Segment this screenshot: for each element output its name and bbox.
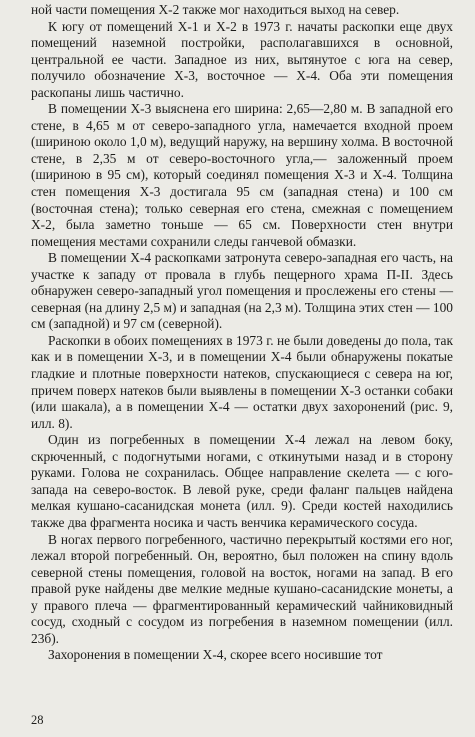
- paragraph-continued: ной части помещения Х-2 также мог находиться выход на север.: [31, 2, 400, 17]
- paragraph: К югу от помещений Х-1 и Х-2 в 1973 г. начаты раскопки еще двух помещений наземной постройки, располагавшихся в основной, центральной ее части. Западное из них, вытянутое с юга на север, получило обозначение Х-3, восточное — Х-4. Оба эти помещения раскопаны лишь частично.: [31, 18, 453, 100]
- paragraph: В помещении Х-3 выяснена его ширина: 2,65—2,80 м. В западной его стене, в 4,65 м от северо-западного угла, намечается входной проем (шириною около 1,0 м), ведущий наружу, на вершину холма. В восточной стене, в 2,35 м от северо-восточного угла,— заложенный проем (шириною в 95 см), который соединял помещения Х-3 и Х-4. Толщина стен помещения Х-3 достигала 95 см (западная стена) и 100 см (восточная стена); только северная его стена, смежная с помещением Х-2, была заметно тоньше — 65 см. Поверхности стен внутри помещения местами сохранили следы ганчевой обмазки.: [31, 101, 453, 249]
- paragraph: Один из погребенных в помещении Х-4 лежал на левом боку, скрюченный, с подогнутыми ногами, с откинутыми назад и в сторону руками. Голова не сохранилась. Общее направление скелета — с юго-запада на северо-восток. В левой руке, среди фаланг пальцев найдена мелкая кушано-сасанидская монета (илл. 9). Среди костей находились также два фрагмента носика и часть венчика керамического сосуда.: [31, 432, 453, 530]
- page-number: 28: [31, 713, 44, 727]
- body-text: [31, 2, 453, 664]
- paragraph: Раскопки в обоих помещениях в 1973 г. не были доведены до пола, так как и в помещении Х-3, и в помещении Х-4 были обнаружены покатые гладкие и плотные поверхности натеков, спускающиеся с севера на юг, причем поверх натеков были выявлены в помещении Х-3 останки собаки (или шакала), а в помещении Х-4 — остатки двух захоронений (рис. 9, илл. 8).: [31, 332, 453, 431]
- paragraph: В ногах первого погребенного, частично перекрытый костями его ног, лежал второй погребенный. Он, вероятно, был положен на спину вдоль северной стены помещения, головой на восток, ногами на запад. В его правой руке найдены две мелкие медные кушано-сасанидские монеты, а у правого плеча — фрагментированный керамический чайниковидный сосуд, сходный с сосудом из погребения в наземном помещении (илл. 23б).: [31, 531, 453, 646]
- paragraph: В помещении Х-4 раскопками затронута северо-западная его часть, на участке к западу от провала в глубь пещерного храма П-II. Здесь обнаружен северо-западный угол помещения и прослежены его стены — северная (на длину 2,5 м) и западная (на 2,3 м). Толщина этих стен — 100 см (западной) и 97 см (северной).: [31, 250, 453, 332]
- paragraph: Захоронения в помещении Х-4, скорее всего носившие тот: [48, 647, 383, 663]
